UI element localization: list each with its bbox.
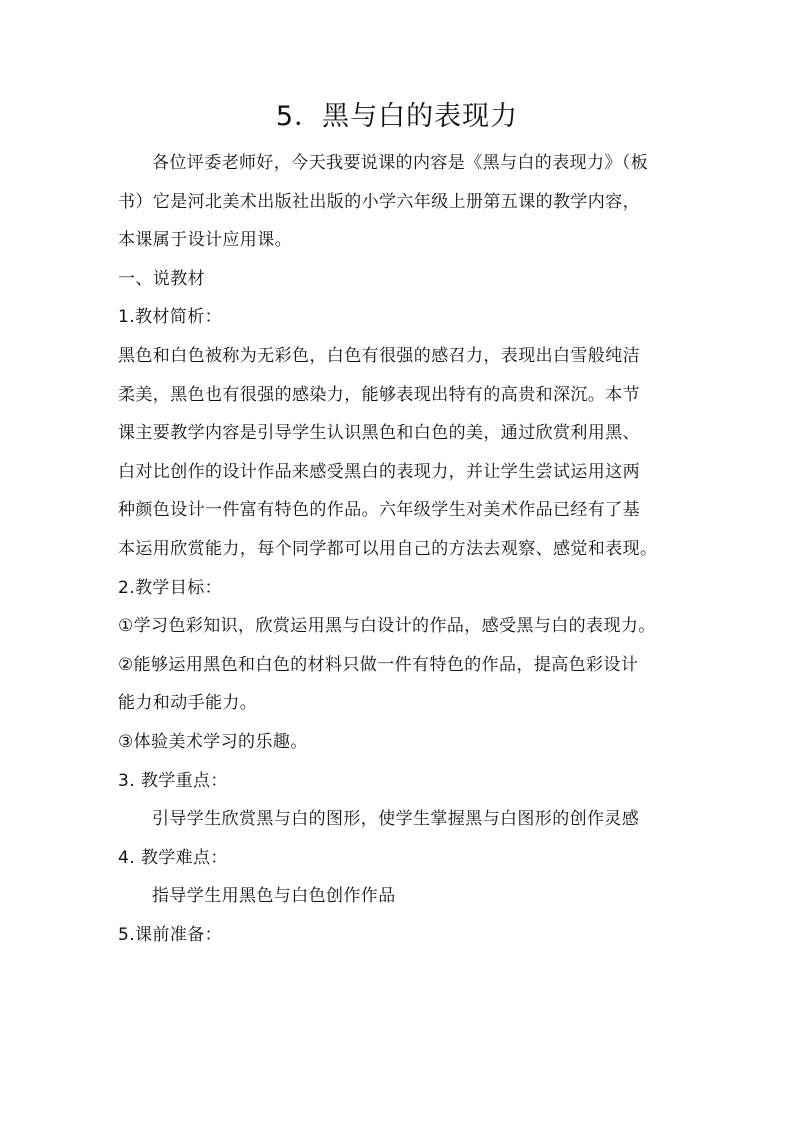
subheading-key-points: 3. 教学重点： — [118, 770, 228, 791]
analysis-paragraph-line-4: 白对比创作的设计作品来感受黑白的表现力，并让学生尝试运用这两 — [118, 461, 640, 482]
intro-paragraph-line-1: 各位评委老师好，今天我要说课的内容是《黑与白的表现力》（板 — [152, 153, 649, 173]
subheading-preparation: 5.课前准备： — [118, 924, 223, 945]
analysis-paragraph-line-5: 种颜色设计一件富有特色的作品。六年级学生对美术作品已经有了基 — [118, 500, 640, 521]
analysis-paragraph-line-6: 本运用欣赏能力，每个同学都可以用自己的方法去观察、感觉和表现。 — [118, 538, 658, 559]
goal-item-2-line-1: ②能够运用黑色和白色的材料只做一件有特色的作品，提高色彩设计 — [118, 654, 639, 675]
goal-item-2-line-2: 能力和动手能力。 — [118, 693, 258, 714]
subheading-teaching-goals: 2.教学目标： — [118, 577, 223, 598]
document-body — [118, 144, 682, 954]
intro-paragraph-line-3: 本课属于设计应用课。 — [118, 230, 292, 251]
goal-item-3: ③体验美术学习的乐趣。 — [118, 731, 308, 752]
section-heading-textbook: 一、说教材 — [118, 268, 205, 289]
difficulties-text: 指导学生用黑色与白色创作作品 — [152, 886, 396, 907]
subheading-textbook-analysis: 1.教材简析： — [118, 307, 223, 328]
goal-item-1: ①学习色彩知识，欣赏运用黑与白设计的作品，感受黑与白的表现力。 — [118, 616, 656, 637]
intro-paragraph-line-2: 书）它是河北美术出版社出版的小学六年级上册第五课的教学内容， — [118, 191, 640, 212]
analysis-paragraph-line-3: 课主要教学内容是引导学生认识黑色和白色的美，通过欣赏利用黑、 — [118, 423, 640, 444]
key-points-text: 引导学生欣赏黑与白的图形，使学生掌握黑与白图形的创作灵感 — [152, 809, 640, 830]
analysis-paragraph-line-1: 黑色和白色被称为无彩色，白色有很强的感召力，表现出白雪般纯洁 — [118, 345, 640, 366]
subheading-difficulties: 4. 教学难点： — [118, 847, 228, 868]
document-title: 5．黑与白的表现力 — [275, 101, 519, 132]
analysis-paragraph-line-2: 柔美，黑色也有很强的感染力，能够表现出特有的高贵和深沉。本节 — [118, 384, 640, 405]
